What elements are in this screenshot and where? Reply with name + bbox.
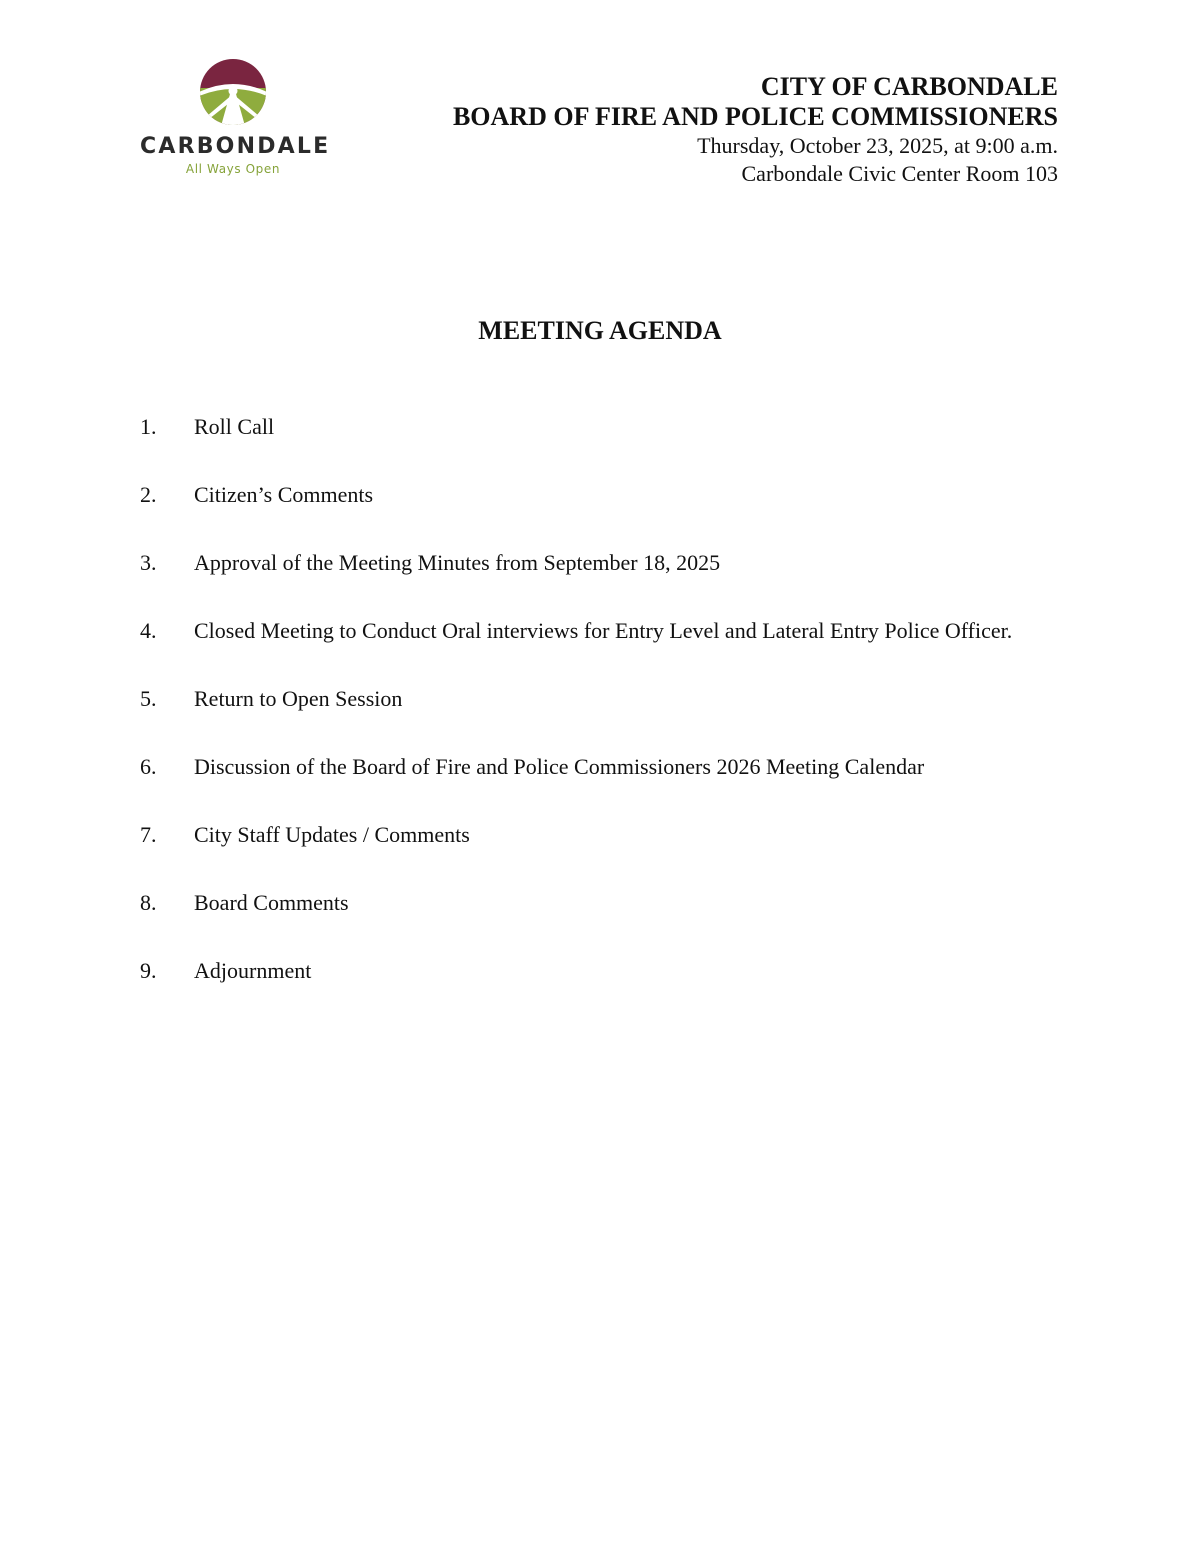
agenda-item	[140, 665, 1040, 733]
agenda-item	[140, 869, 1040, 937]
agenda-item	[140, 801, 1040, 869]
agenda-item-number: 4.	[140, 618, 157, 643]
agenda-item-number: 8.	[140, 890, 157, 915]
agenda-item	[140, 733, 1040, 801]
agenda-item-text: Roll Call	[194, 414, 275, 439]
agenda-item	[140, 461, 1040, 529]
carbondale-logo	[140, 56, 331, 182]
meeting-datetime: Thursday, October 23, 2025, at 9:00 a.m.	[697, 133, 1058, 158]
agenda-item-text: Closed Meeting to Conduct Oral interviews for Entry Level and Lateral Entry Police Officer.	[194, 618, 1013, 643]
agenda-item-text: Board Comments	[194, 890, 349, 915]
agenda-item-number: 3.	[140, 550, 157, 575]
logo-tagline: All Ways Open	[185, 162, 281, 176]
board-name: BOARD OF FIRE AND POLICE COMMISSIONERS	[452, 102, 1058, 131]
agenda-item	[140, 937, 1040, 1005]
agenda-item-number: 5.	[140, 686, 157, 711]
agenda-item	[140, 393, 1040, 461]
agenda-list	[140, 412, 1040, 1005]
agenda-item-number: 6.	[140, 754, 157, 779]
agenda-item	[140, 529, 1040, 597]
agenda-item-number: 7.	[140, 822, 157, 847]
city-name: CITY OF CARBONDALE	[760, 72, 1058, 101]
logo-wordmark: CARBONDALE	[140, 134, 331, 159]
agenda-item-text: Adjournment	[194, 958, 312, 983]
agenda-item-number: 9.	[140, 958, 157, 983]
agenda-item-text: Approval of the Meeting Minutes from September 18, 2025	[194, 550, 721, 575]
agenda-item-text: City Staff Updates / Comments	[194, 822, 470, 847]
agenda-item	[140, 597, 1040, 665]
meeting-location: Carbondale Civic Center Room 103	[741, 161, 1058, 186]
agenda-item-text: Discussion of the Board of Fire and Police Commissioners 2026 Meeting Calendar	[194, 754, 925, 779]
agenda-title: MEETING AGENDA	[478, 316, 722, 345]
agenda-item-number: 2.	[140, 482, 157, 507]
document-header	[453, 72, 1058, 188]
carbondale-emblem-icon	[199, 58, 267, 126]
agenda-item-text: Citizen’s Comments	[194, 482, 374, 507]
agenda-item-number: 1.	[140, 414, 157, 439]
agenda-item-text: Return to Open Session	[194, 686, 403, 711]
